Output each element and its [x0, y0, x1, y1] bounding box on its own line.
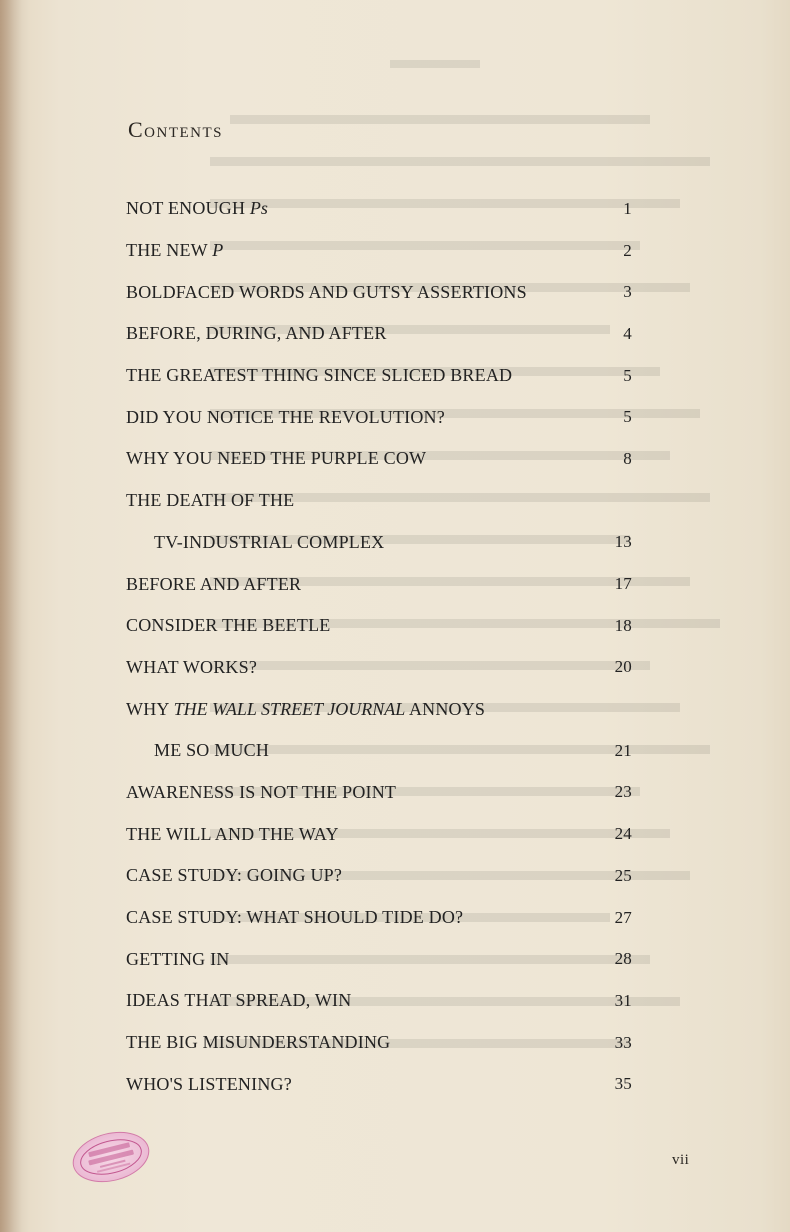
toc-entry-page: 21: [614, 740, 632, 760]
toc-entry-title: CASE STUDY: GOING UP?: [126, 865, 343, 886]
toc-entry-page: 24: [614, 824, 632, 844]
toc-entry: [126, 897, 638, 939]
toc-entry-page: 28: [614, 949, 632, 969]
toc-entry-title: BEFORE, DURING, AND AFTER: [126, 323, 387, 344]
toc-entry-title: CASE STUDY: WHAT SHOULD TIDE DO?: [126, 907, 464, 928]
toc-entry: [126, 271, 638, 313]
table-of-contents: [126, 188, 638, 1105]
toc-entry-page: 31: [614, 990, 632, 1010]
toc-entry-page: 8: [623, 448, 632, 468]
toc-entry-title: WHAT WORKS?: [126, 656, 258, 677]
toc-entry-title: WHO'S LISTENING?: [126, 1073, 292, 1094]
toc-entry-page: 18: [614, 615, 632, 635]
toc-entry-title: TV-INDUSTRIAL COMPLEX: [154, 531, 385, 552]
page-title: Contents: [128, 117, 224, 142]
toc-entry-page: 3: [623, 282, 632, 302]
toc-entry: [126, 313, 638, 355]
toc-entry-title: NOT ENOUGH Ps: [126, 198, 268, 219]
toc-entry: [126, 188, 638, 230]
toc-entry: [126, 688, 638, 730]
toc-entry-page: 23: [614, 782, 632, 802]
toc-entry-title: CONSIDER THE BEETLE: [126, 615, 331, 636]
toc-entry: [126, 980, 638, 1022]
toc-entry: [126, 1022, 638, 1064]
toc-entry-page: 1: [623, 198, 632, 218]
toc-entry-page: 25: [614, 865, 632, 885]
toc-entry-title: THE NEW P: [126, 240, 224, 261]
toc-entry-title: WHY THE WALL STREET JOURNAL ANNOYS: [126, 698, 486, 719]
toc-entry: [126, 480, 638, 522]
toc-entry-page: 2: [623, 240, 632, 260]
toc-entry: [126, 563, 638, 605]
toc-entry-title: THE BIG MISUNDERSTANDING: [126, 1032, 391, 1053]
toc-entry: [126, 230, 638, 272]
toc-entry-continuation: [126, 522, 638, 564]
toc-entry: [126, 1063, 638, 1105]
toc-entry: [126, 438, 638, 480]
toc-entry: [126, 855, 638, 897]
toc-entry-page: 33: [614, 1032, 632, 1052]
toc-entry-page: 5: [623, 365, 632, 385]
toc-entry: [126, 772, 638, 814]
toc-entry-continuation: [126, 730, 638, 772]
toc-entry-title: THE GREATEST THING SINCE SLICED BREAD: [126, 365, 513, 386]
toc-entry: [126, 355, 638, 397]
toc-entry-page: 5: [623, 407, 632, 427]
toc-entry-page: 17: [614, 574, 632, 594]
toc-entry-page: 4: [623, 323, 632, 343]
toc-entry: [126, 605, 638, 647]
toc-entry-title: ME SO MUCH: [154, 740, 270, 761]
toc-entry-title: GETTING IN: [126, 948, 230, 969]
library-stamp-icon: [67, 1124, 154, 1189]
toc-entry-page: 35: [614, 1074, 632, 1094]
toc-entry-page: 20: [614, 657, 632, 677]
toc-entry-title: THE WILL AND THE WAY: [126, 823, 339, 844]
toc-entry-title: AWARENESS IS NOT THE POINT: [126, 781, 397, 802]
toc-entry-title: DID YOU NOTICE THE REVOLUTION?: [126, 406, 445, 427]
toc-entry: [126, 813, 638, 855]
toc-entry: [126, 938, 638, 980]
toc-entry-title: BOLDFACED WORDS AND GUTSY ASSERTIONS: [126, 281, 527, 302]
toc-entry-title: WHY YOU NEED THE PURPLE COW: [126, 448, 427, 469]
page-spine-shadow: [0, 0, 22, 1232]
toc-entry-title: BEFORE AND AFTER: [126, 573, 302, 594]
toc-entry-page: 27: [614, 907, 632, 927]
toc-entry-title: IDEAS THAT SPREAD, WIN: [126, 990, 352, 1011]
page-number: vii: [672, 1152, 690, 1168]
toc-entry: [126, 396, 638, 438]
toc-entry-title: THE DEATH OF THE: [126, 490, 295, 511]
toc-entry-page: 13: [614, 532, 632, 552]
toc-entry: [126, 647, 638, 689]
